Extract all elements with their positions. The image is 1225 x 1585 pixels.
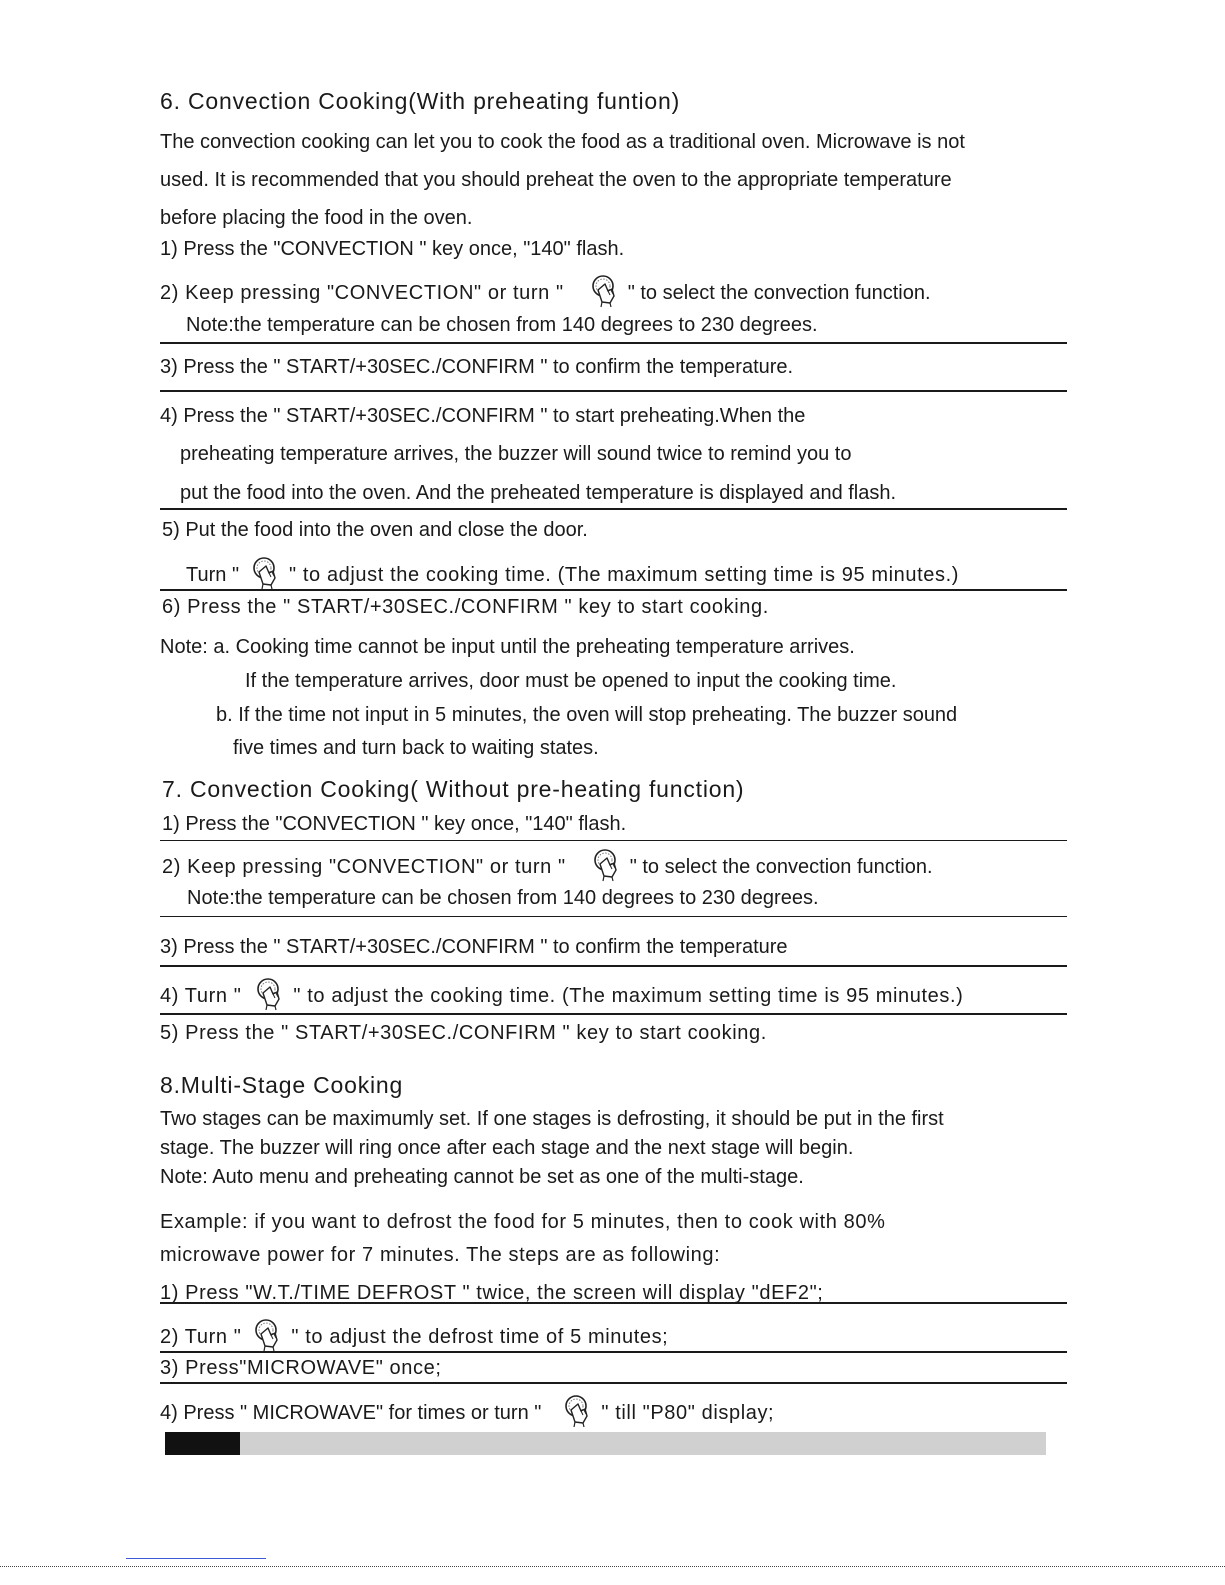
section-7-step-4-text-b: " to adjust the cooking time. (The maximum setting time is 95 minutes.) [293, 985, 964, 1007]
section-7-step-2-text-a: 2) Keep pressing "CONVECTION" or turn " [162, 856, 566, 878]
section-6-note-b-line-1: b. If the time not input in 5 minutes, the oven will stop preheating. The buzzer sound [216, 704, 958, 726]
section-8-step-3: 3) Press"MICROWAVE" once; [160, 1357, 442, 1379]
section-8-heading: 8.Multi-Stage Cooking [160, 1072, 404, 1098]
section-6-step-2-text-a: 2) Keep pressing "CONVECTION" or turn " [160, 282, 564, 304]
section-8-step-4-text-a: 4) Press " MICROWAVE" for times or turn " [160, 1402, 542, 1424]
section-8-example-line-1: Example: if you want to defrost the food for 5 minutes, then to cook with 80% [160, 1211, 886, 1233]
section-6-step-5-text-a: Turn " [186, 564, 240, 586]
divider [160, 916, 1067, 917]
section-7-step-5: 5) Press the " START/+30SEC./CONFIRM " key to start cooking. [160, 1022, 767, 1044]
divider [160, 508, 1067, 510]
section-8-step-4-text-b: " till "P80" display; [601, 1402, 775, 1424]
section-6-step-2 [160, 274, 931, 308]
dial-knob-hand-icon [592, 848, 622, 882]
section-6-heading: 6. Convection Cooking(With preheating funtion) [160, 88, 681, 114]
section-6-step-5-line-1: 5) Put the food into the oven and close the door. [162, 519, 588, 541]
section-6-step-4-line-2: preheating temperature arrives, the buzzer will sound twice to remind you to [180, 443, 852, 465]
section-6-step-6: 6) Press the " START/+30SEC./CONFIRM " key to start cooking. [162, 596, 769, 618]
section-8-step-2 [160, 1318, 668, 1352]
section-8-note: Note: Auto menu and preheating cannot be set as one of the multi-stage. [160, 1166, 804, 1188]
section-8-step-2-text-b: " to adjust the defrost time of 5 minutes; [291, 1326, 669, 1348]
page-edge-dotted-line [0, 1566, 1225, 1567]
section-6-step-5-text-b: " to adjust the cooking time. (The maximum setting time is 95 minutes.) [289, 564, 959, 586]
section-6-step-4-line-1: 4) Press the " START/+30SEC./CONFIRM " to start preheating.When the [160, 405, 806, 427]
section-6-step-4-line-3: put the food into the oven. And the preheated temperature is displayed and flash. [180, 482, 897, 504]
divider [160, 965, 1067, 967]
dial-knob-hand-icon [255, 977, 285, 1011]
divider [160, 1382, 1067, 1384]
section-8-step-1: 1) Press "W.T./TIME DEFROST " twice, the screen will display "dEF2"; [160, 1282, 824, 1304]
divider [160, 1351, 1067, 1353]
dial-knob-hand-icon [251, 556, 281, 590]
section-7-step-4-text-a: 4) Turn " [160, 985, 242, 1007]
section-6-step-2-text-b: " to select the convection function. [627, 282, 931, 304]
section-6-note-a-line-2: If the temperature arrives, door must be opened to input the cooking time. [245, 670, 897, 692]
section-7-step-2-text-b: " to select the convection function. [629, 856, 933, 878]
section-8-step-4 [160, 1394, 774, 1428]
section-6-step-3: 3) Press the " START/+30SEC./CONFIRM " to confirm the temperature. [160, 356, 794, 378]
section-6-intro-line-2: used. It is recommended that you should preheat the oven to the appropriate temperature [160, 169, 952, 191]
section-7-heading: 7. Convection Cooking( Without pre-heating function) [162, 776, 745, 802]
section-8-paragraph-line-1: Two stages can be maximumly set. If one stages is defrosting, it should be put in the first [160, 1108, 944, 1130]
dial-knob-hand-icon [590, 274, 620, 308]
section-6-step-1: 1) Press the "CONVECTION " key once, "140" flash. [160, 238, 625, 260]
divider [160, 1302, 1067, 1304]
section-7-step-3: 3) Press the " START/+30SEC./CONFIRM " to confirm the temperature [160, 936, 788, 958]
section-7-step-2-note: Note:the temperature can be chosen from 140 degrees to 230 degrees. [187, 887, 819, 909]
footer-bar-accent [165, 1432, 240, 1455]
section-8-example-line-2: microwave power for 7 minutes. The steps are as following: [160, 1244, 721, 1266]
section-8-step-2-text-a: 2) Turn " [160, 1326, 242, 1348]
footer-bar [165, 1432, 1046, 1455]
divider [160, 342, 1067, 344]
section-6-intro-line-3: before placing the food in the oven. [160, 207, 473, 229]
section-6-intro-line-1: The convection cooking can let you to cook the food as a traditional oven. Microwave is not [160, 131, 965, 153]
section-6-step-5-line-2 [186, 556, 959, 590]
section-6-note-a-line-1: Note: a. Cooking time cannot be input until the preheating temperature arrives. [160, 636, 855, 658]
section-8-paragraph-line-2: stage. The buzzer will ring once after each stage and the next stage will begin. [160, 1137, 854, 1159]
section-6-step-2-note: Note:the temperature can be chosen from 140 degrees to 230 degrees. [186, 314, 818, 336]
section-7-step-2 [162, 848, 933, 882]
divider [160, 1013, 1067, 1015]
section-7-step-1: 1) Press the "CONVECTION " key once, "140" flash. [162, 813, 627, 835]
dial-knob-hand-icon [563, 1394, 593, 1428]
dial-knob-hand-icon [253, 1318, 283, 1352]
divider [160, 840, 1067, 841]
divider [160, 589, 1067, 591]
section-6-note-b-line-2: five times and turn back to waiting states. [233, 737, 599, 759]
footer-link-underline [126, 1558, 266, 1559]
divider [160, 390, 1067, 392]
section-7-step-4 [160, 977, 963, 1011]
